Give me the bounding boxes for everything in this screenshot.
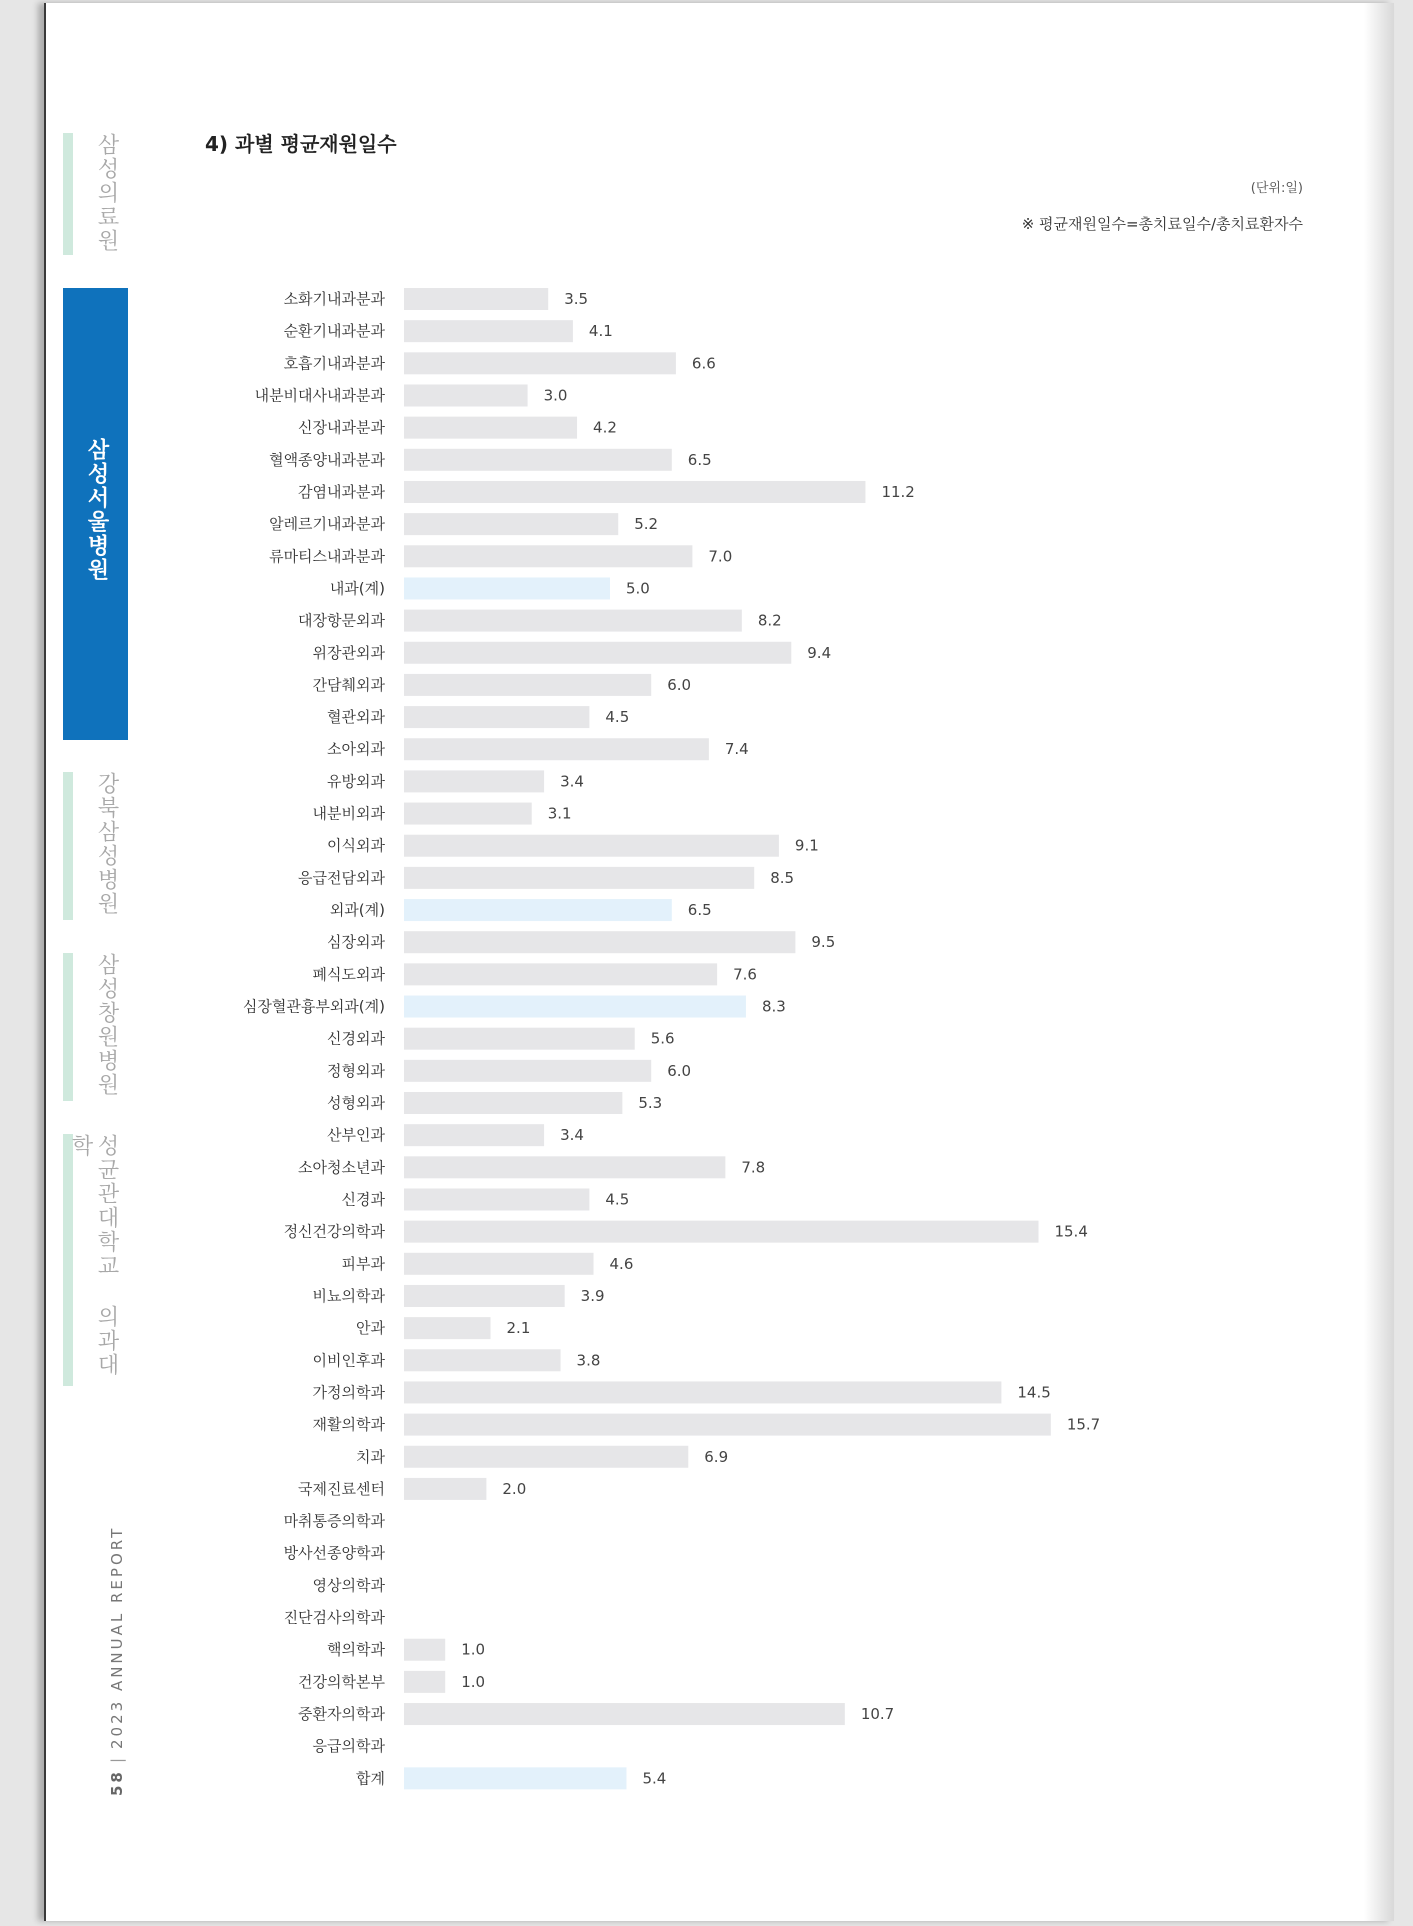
- bar: [404, 867, 754, 889]
- bar: [404, 738, 709, 760]
- bar: [404, 1188, 589, 1210]
- category-label: 산부인과: [327, 1126, 385, 1145]
- section-title: 4) 과별 평균재원일수: [205, 132, 397, 156]
- unit-label: (단위:일): [1250, 181, 1303, 196]
- category-label: 외과(계): [329, 901, 385, 920]
- category-label: 합계: [356, 1769, 385, 1788]
- value-label: 4.1: [588, 322, 613, 341]
- category-label: 대장항문외과: [298, 611, 385, 630]
- value-label: 3.0: [543, 386, 568, 405]
- category-label: 순환기내과분과: [283, 322, 385, 341]
- value-label: 3.4: [560, 772, 584, 791]
- value-label: 8.2: [757, 611, 782, 630]
- bar: [404, 417, 577, 439]
- value-label: 6.0: [667, 675, 692, 694]
- value-label: 14.5: [1017, 1383, 1051, 1402]
- bar: [404, 931, 795, 953]
- value-label: 5.3: [638, 1094, 663, 1112]
- side-tab-label: 삼성창원병원: [94, 953, 119, 1097]
- category-label: 치과: [356, 1447, 385, 1466]
- category-label: 핵의학과: [327, 1640, 385, 1659]
- value-label: 2.1: [506, 1319, 531, 1338]
- bar: [404, 1028, 635, 1050]
- category-label: 이비인후과: [312, 1351, 385, 1370]
- value-label: 1.0: [461, 1672, 486, 1691]
- value-label: 15.4: [1054, 1222, 1088, 1241]
- bar: [404, 1092, 622, 1114]
- value-label: 7.8: [741, 1158, 766, 1177]
- category-label: 감염내과분과: [298, 482, 385, 501]
- bar: [404, 1285, 565, 1307]
- category-label: 소아청소년과: [298, 1158, 385, 1177]
- bar: [404, 770, 544, 792]
- bar: [404, 481, 865, 503]
- bar: [404, 1156, 725, 1178]
- category-label: 피부과: [341, 1254, 385, 1273]
- category-label: 유방외과: [327, 772, 385, 791]
- bar: [404, 1124, 544, 1146]
- value-label: 3.4: [560, 1126, 584, 1145]
- bar: [404, 674, 651, 696]
- category-label: 위장관외과: [312, 643, 385, 662]
- value-label: 10.7: [860, 1705, 895, 1724]
- category-label: 정형외과: [327, 1061, 385, 1080]
- bar: [404, 1703, 845, 1725]
- bar: [404, 545, 692, 567]
- category-label: 신경외과: [327, 1029, 385, 1048]
- bar: [404, 513, 618, 535]
- value-label: 6.9: [704, 1447, 729, 1466]
- side-tab-label: 강북삼성병원: [94, 772, 119, 916]
- bar: [404, 577, 610, 599]
- value-label: 4.6: [609, 1254, 634, 1273]
- bar: [404, 1639, 445, 1661]
- value-label: 2.0: [502, 1479, 527, 1498]
- value-label: 9.5: [811, 933, 836, 952]
- bar: [404, 803, 532, 825]
- category-label: 신장내과분과: [298, 418, 385, 437]
- bar: [404, 1060, 651, 1082]
- category-label: 내과(계): [329, 579, 385, 598]
- category-label: 응급전담외과: [298, 868, 385, 887]
- bar: [404, 996, 746, 1018]
- category-label: 응급의학과: [312, 1737, 385, 1756]
- value-label: 9.4: [807, 643, 832, 662]
- category-label: 영상의학과: [312, 1576, 385, 1595]
- bar: [404, 899, 672, 921]
- bar: [404, 1381, 1001, 1403]
- bar: [404, 288, 548, 310]
- category-label: 이식외과: [327, 836, 385, 855]
- category-label: 류마티스내과분과: [269, 547, 385, 566]
- value-label: 3.9: [580, 1286, 605, 1305]
- category-label: 가정의학과: [312, 1383, 385, 1402]
- category-label: 재활의학과: [312, 1415, 385, 1434]
- category-label: 간담췌외과: [312, 675, 385, 694]
- category-label: 진단검사의학과: [283, 1608, 385, 1627]
- side-tab-label: 성균관대학교 의과대학: [68, 1134, 119, 1377]
- value-label: 3.5: [564, 290, 589, 308]
- value-label: 11.2: [881, 482, 915, 501]
- bar: [404, 320, 573, 342]
- value-label: 7.0: [708, 547, 733, 566]
- category-label: 마취통증의학과: [283, 1512, 385, 1531]
- category-label: 국제진료센터: [298, 1479, 385, 1498]
- category-label: 건강의학본부: [298, 1672, 385, 1691]
- bar: [404, 642, 791, 664]
- value-label: 7.6: [733, 965, 757, 984]
- formula-note: ※ 평균재원일수=총치료일수/총치료환자수: [1021, 215, 1303, 233]
- value-label: 5.4: [642, 1769, 667, 1788]
- category-label: 소아외과: [327, 740, 385, 759]
- category-label: 알레르기내과분과: [269, 515, 385, 534]
- bar: [404, 1221, 1038, 1243]
- value-label: 1.0: [461, 1640, 486, 1659]
- category-label: 혈액종양내과분과: [269, 450, 385, 469]
- value-label: 4.5: [605, 1190, 630, 1209]
- bar: [404, 352, 676, 374]
- category-label: 신경과: [341, 1190, 385, 1209]
- value-label: 8.3: [761, 997, 786, 1016]
- category-label: 소화기내과분과: [283, 290, 385, 308]
- category-label: 안과: [356, 1319, 385, 1338]
- bar: [404, 706, 589, 728]
- bar: [404, 1446, 688, 1468]
- bar: [404, 963, 717, 985]
- bar: [404, 1253, 594, 1275]
- category-label: 심장외과: [327, 933, 385, 952]
- category-label: 폐식도외과: [312, 965, 385, 984]
- bar: [404, 610, 742, 632]
- category-label: 중환자의학과: [298, 1705, 385, 1724]
- value-label: 5.2: [634, 515, 659, 534]
- value-label: 4.2: [593, 418, 617, 437]
- value-label: 15.7: [1066, 1415, 1101, 1434]
- category-label: 성형외과: [327, 1094, 385, 1112]
- value-label: 3.1: [547, 804, 572, 823]
- category-label: 정신건강의학과: [283, 1222, 385, 1241]
- value-label: 8.5: [770, 868, 795, 887]
- category-label: 내분비외과: [312, 804, 385, 823]
- footer-separator: |: [108, 1755, 126, 1764]
- bar: [404, 1767, 626, 1789]
- category-label: 내분비대사내과분과: [254, 386, 385, 405]
- bar: [404, 835, 779, 857]
- value-label: 6.5: [687, 450, 712, 469]
- value-label: 3.8: [576, 1351, 601, 1370]
- category-label: 방사선종양학과: [283, 1544, 385, 1563]
- bar: [404, 384, 528, 406]
- value-label: 9.1: [794, 836, 819, 855]
- value-label: 4.5: [605, 708, 630, 727]
- page-number: 58: [108, 1769, 126, 1796]
- bar: [404, 1317, 491, 1339]
- bar: [404, 1349, 561, 1371]
- side-tab-label: 삼성서울병원: [84, 438, 109, 582]
- category-label: 심장혈관흉부외과(계): [242, 997, 385, 1016]
- bar: [404, 449, 672, 471]
- report-label: 2023 ANNUAL REPORT: [108, 1525, 126, 1750]
- value-label: 5.6: [650, 1029, 675, 1048]
- category-label: 혈관외과: [327, 708, 385, 727]
- category-label: 비뇨의학과: [312, 1286, 385, 1305]
- value-label: 5.0: [626, 579, 650, 598]
- value-label: 6.5: [687, 901, 712, 920]
- bar: [404, 1671, 445, 1693]
- value-label: 6.6: [691, 354, 716, 373]
- bar: [404, 1414, 1051, 1436]
- value-label: 7.4: [724, 740, 749, 759]
- bar: [404, 1478, 486, 1500]
- category-label: 호흡기내과분과: [283, 354, 385, 373]
- value-label: 6.0: [667, 1061, 692, 1080]
- side-tab-label: 삼성의료원: [94, 133, 119, 253]
